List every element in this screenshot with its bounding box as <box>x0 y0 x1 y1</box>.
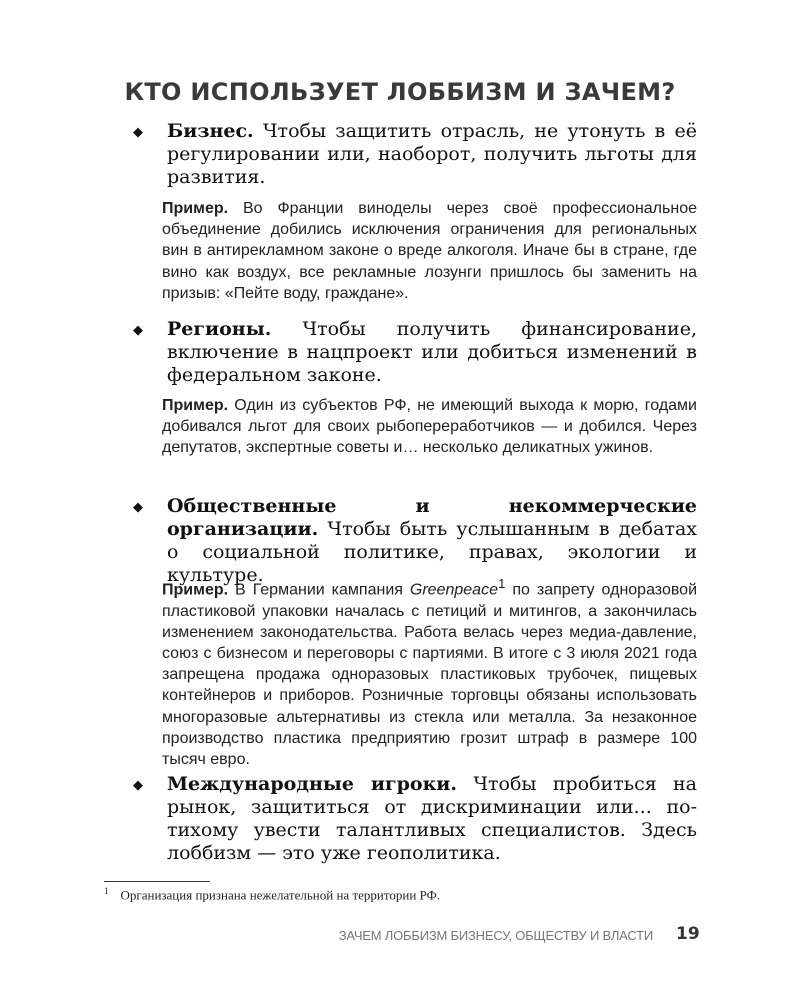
example-paragraph <box>162 573 697 770</box>
example-label: Пример. <box>162 200 229 217</box>
section-term: Регионы. <box>167 318 272 340</box>
page-number: 19 <box>676 924 700 944</box>
organization-name: Greenpeace <box>409 581 498 599</box>
example-label: Пример. <box>162 581 229 599</box>
section-text: Чтобы получить финансирование, включение в нацпроект или добиться изменений в федеральном законе. <box>167 318 697 386</box>
section-lead <box>167 773 697 865</box>
bullet-icon: ◆ <box>133 125 143 140</box>
example-text-post: по запрету одноразовой пластиковой упаковки началась с петиций и митингов, а закончилась изменением законодательства. Работа велась через медиа-давление, союз с бизнесом и переговоры с партиями. В итоге с 3 июля 2021 года запрещена продажа одноразовых пластиковых трубочек, пищевых контейнеров и приборов. Розничные торговцы обязаны использовать многоразовые альтернативы из стекла или металла. За незаконное производство пластика предприятию грозит штраф в размере 100 тысяч евро. <box>162 581 698 768</box>
page-title: КТО ИСПОЛЬЗУЕТ ЛОББИЗМ И ЗАЧЕМ? <box>124 78 676 106</box>
example-text-pre: В Германии кампания <box>235 581 403 599</box>
example-paragraph <box>162 198 697 304</box>
running-footer: ЗАЧЕМ ЛОББИЗМ БИЗНЕСУ, ОБЩЕСТВУ И ВЛАСТИ <box>338 928 653 943</box>
section-text: Чтобы пробиться на рынок, защититься от дискриминации или... по-тихому увести талантливых специалистов. Здесь лоббизм — это уже геополитика. <box>167 773 698 864</box>
bullet-icon: ◆ <box>133 500 143 515</box>
example-text: Во Франции виноделы через своё профессиональное объединение добились исключения ограничения для региональных вин в антирекламном законе о вреде алкоголя. Иначе бы в стране, где вино как воздух, все рекламные лозунги пришлось бы заменить на призыв: «Пейте воду, граждане». <box>162 200 697 302</box>
section-lead <box>167 318 697 387</box>
footnote <box>104 886 704 903</box>
example-label: Пример. <box>162 397 229 414</box>
section-lead <box>167 120 697 189</box>
bullet-icon: ◆ <box>133 778 143 793</box>
example-text: Один из субъектов РФ, не имеющий выхода к морю, годами добивался льгот для своих рыбопереработчиков — и добился. Через депутатов, экспертные советы и… несколько деликатных ужинов. <box>162 397 697 457</box>
bullet-icon: ◆ <box>133 323 143 338</box>
section-text: Чтобы быть услышанным в дебатах о социальной политике, правах, экологии и культуре. <box>167 518 697 586</box>
section-term: Бизнес. <box>167 120 254 142</box>
example-paragraph <box>162 395 697 459</box>
footnote-marker: 1 <box>104 886 109 896</box>
footnote-text: Организация признана нежелательной на территории РФ. <box>120 887 441 903</box>
footnote-ref: 1 <box>497 576 506 591</box>
section-term: Международные игроки. <box>167 773 458 795</box>
section-term: Общественные и некоммерческие организации. <box>167 495 697 540</box>
section-text: Чтобы защитить отрасль, не утонуть в её регулировании или, наоборот, получить льготы для развития. <box>167 120 697 188</box>
footnote-divider <box>104 881 210 882</box>
